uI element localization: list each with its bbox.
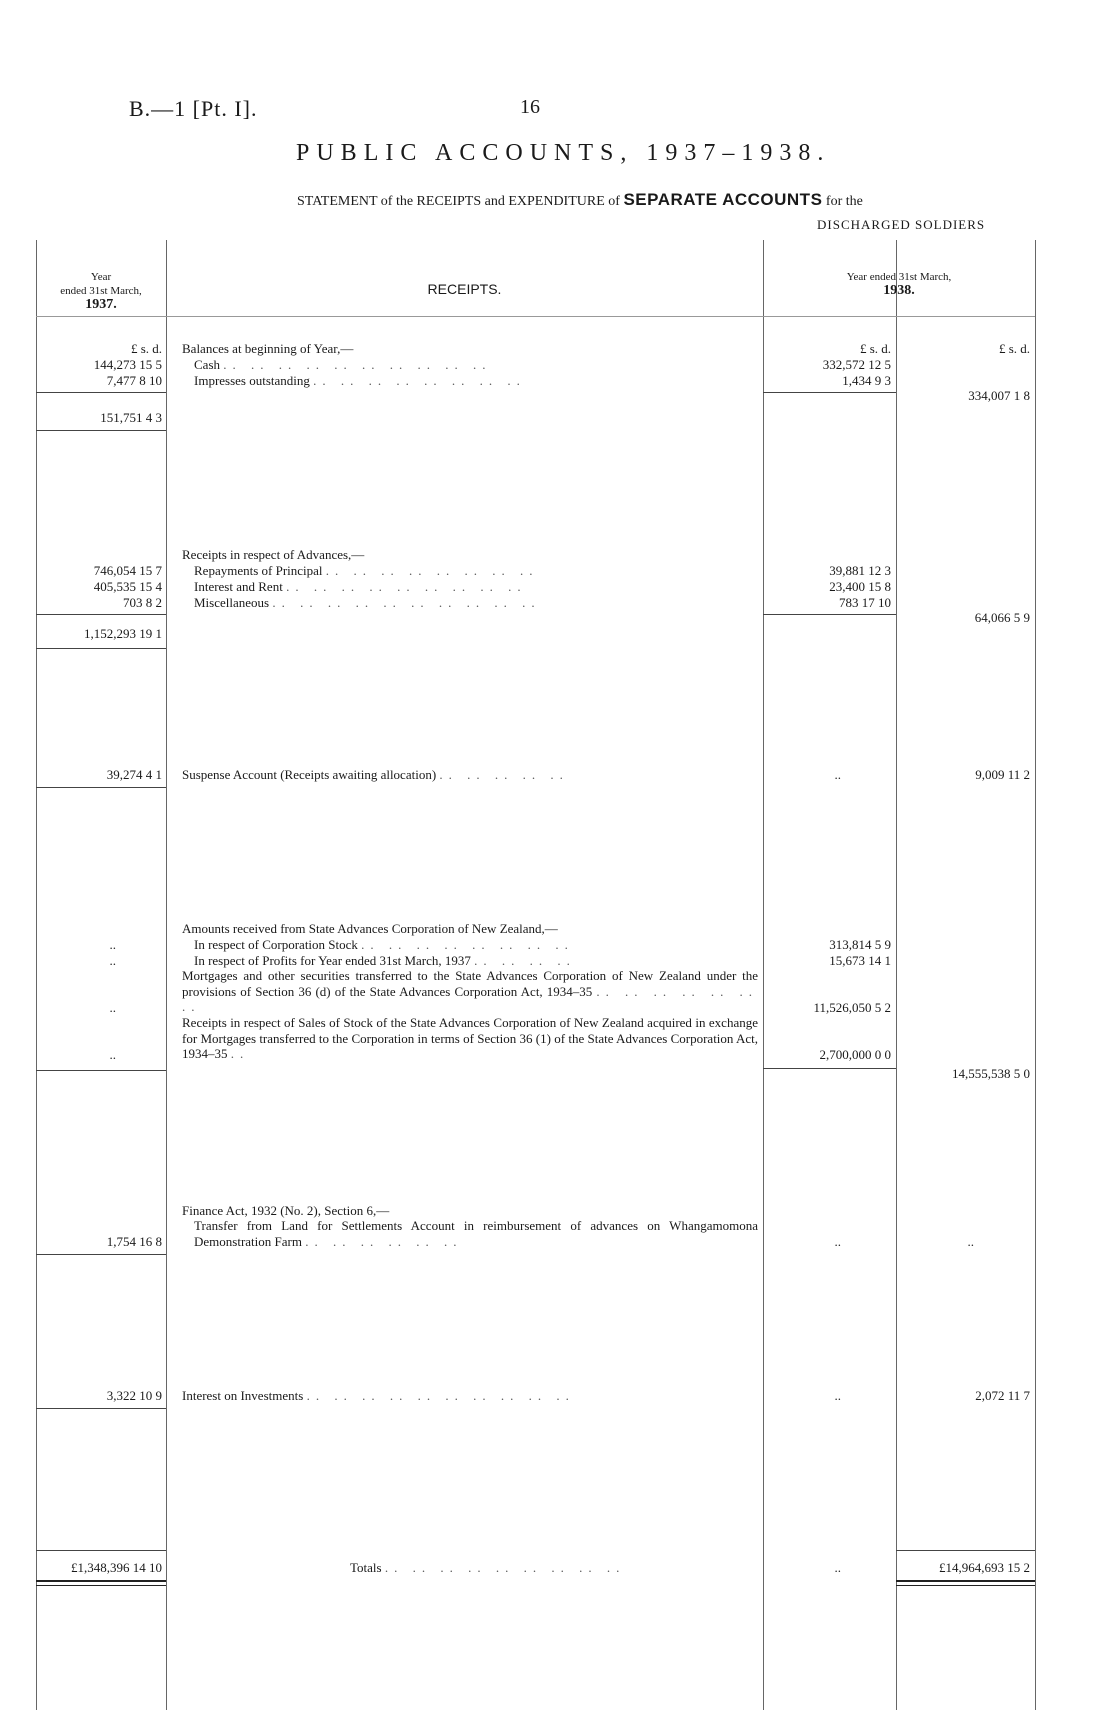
unit-prev: £ s. d. <box>130 341 162 356</box>
interest-investments-prev: 3,322 10 9 <box>106 1388 162 1403</box>
subtotal-rule <box>36 430 166 431</box>
advances-principal-prev: 746,054 15 7 <box>93 563 162 578</box>
advances-principal-detail: 39,881 12 3 <box>829 563 891 578</box>
leader-dots: .. .. .. .. .. .. .. .. .. .. <box>223 357 492 372</box>
balances-imprests-detail: 1,434 9 3 <box>842 373 891 388</box>
interest-investments-label: Interest on Investments <box>182 1388 304 1403</box>
column-rule-left <box>36 240 37 1710</box>
heading-rule <box>36 316 1035 317</box>
list-item <box>182 767 569 782</box>
receipts-heading: RECEIPTS. <box>427 281 502 297</box>
column-rule-desc <box>763 240 764 1710</box>
subtotal-rule <box>763 392 896 393</box>
page-number: 16 <box>520 96 540 118</box>
subtotal-rule <box>36 648 166 649</box>
list-item <box>194 937 574 952</box>
totals-cur-total: £14,964,693 15 2 <box>939 1560 1030 1575</box>
advances-misc-detail: 783 17 10 <box>839 595 891 610</box>
advances-interest-prev: 405,535 15 4 <box>93 579 162 594</box>
leader-dots: .. .. .. .. .. .. .. <box>182 983 759 1014</box>
suspense-detail: .. <box>834 767 841 782</box>
list-item <box>194 563 539 578</box>
balances-cash-label: Cash <box>194 357 220 372</box>
page-title: PUBLIC ACCOUNTS, 1937–1938. <box>296 140 831 166</box>
leader-dots: .. .. .. .. <box>474 953 576 968</box>
totals-label: Totals <box>350 1560 382 1575</box>
leader-dots: .. <box>230 1046 250 1061</box>
cur-year-ended: Year ended 31st March, <box>846 271 952 283</box>
profits-detail: 15,673 14 1 <box>829 953 891 968</box>
advances-cur-total: 64,066 5 9 <box>974 610 1030 625</box>
suspense-label: Suspense Account (Receipts awaiting allocation) <box>182 767 437 782</box>
corporation-stock-prev: .. <box>109 937 116 952</box>
sales-prev: .. <box>109 1047 116 1062</box>
prev-year-ended: ended 31st March, <box>60 285 142 297</box>
balances-heading: Balances at beginning of Year,— <box>182 341 354 356</box>
sales-label: Receipts in respect of Sales of Stock of the State Advances Corporation of New Zealand acquired in exchange for Mortgages transferred to the Corporation in terms of Section 36 (1) of the State Advances Corporation Act, 1934–35 <box>182 1015 758 1061</box>
advances-misc-label: Miscellaneous <box>194 595 270 610</box>
list-item <box>194 953 576 968</box>
column-rule-detail <box>896 240 897 1710</box>
subtitle-bold: SEPARATE ACCOUNTS <box>623 190 823 209</box>
subtotal-rule <box>36 1408 166 1409</box>
list-item <box>194 595 541 610</box>
subtotal-rule <box>763 614 896 615</box>
balances-cash-prev: 144,273 15 5 <box>93 357 162 372</box>
finance-act-detail: .. <box>834 1234 841 1249</box>
prev-year-heading <box>36 270 166 312</box>
finance-act-prev: 1,754 16 8 <box>106 1234 162 1249</box>
corporation-stock-label: In respect of Corporation Stock <box>194 937 358 952</box>
unit-detail: £ s. d. <box>859 341 891 356</box>
profits-prev: .. <box>109 953 116 968</box>
subtitle-pre: STATEMENT of the RECEIPTS and EXPENDITURE of <box>297 194 620 209</box>
balances-imprests-prev: 7,477 8 10 <box>106 373 162 388</box>
document-reference: B.—1 [Pt. I]. <box>129 96 258 121</box>
balances-prev-total: 151,751 4 3 <box>100 410 162 425</box>
suspense-prev: 39,274 4 1 <box>106 767 162 782</box>
totals-rule-top <box>36 1550 166 1551</box>
prev-year-year: 1937. <box>85 297 117 312</box>
subtotal-rule <box>36 1070 166 1071</box>
finance-act-text <box>194 1218 758 1249</box>
leader-dots: .. .. .. .. .. .. <box>305 1233 463 1249</box>
subtotal-rule <box>36 392 166 393</box>
profits-label: In respect of Profits for Year ended 31st March, 1937 <box>194 953 471 968</box>
mortgages-detail: 11,526,050 5 2 <box>813 1000 891 1015</box>
state-advances-heading: Amounts received from State Advances Corporation of New Zealand,— <box>182 921 558 936</box>
leader-dots: .. .. .. .. .. .. .. .. <box>313 373 526 388</box>
statement-subtitle <box>297 190 863 210</box>
advances-heading: Receipts in respect of Advances,— <box>182 547 365 562</box>
mortgages-prev: .. <box>109 1000 116 1015</box>
mortgages-transferred-text <box>182 968 758 1015</box>
finance-act-heading: Finance Act, 1932 (No. 2), Section 6,— <box>182 1203 390 1218</box>
balances-cur-total: 334,007 1 8 <box>968 388 1030 403</box>
advances-interest-label: Interest and Rent <box>194 579 283 594</box>
finance-act-cur-total: .. <box>967 1234 974 1249</box>
balances-cash-detail: 332,572 12 5 <box>822 357 891 372</box>
leader-dots: .. .. .. .. .. <box>439 767 569 782</box>
column-rule-prev <box>166 240 167 1710</box>
leader-dots: .. .. .. .. .. .. .. .. .. .. <box>272 595 541 610</box>
balances-imprests-label: Impresses outstanding <box>194 373 310 388</box>
list-item <box>194 373 526 388</box>
totals-prev: £1,348,396 14 10 <box>71 1560 162 1575</box>
advances-principal-label: Repayments of Principal <box>194 563 323 578</box>
sales-detail: 2,700,000 0 0 <box>819 1047 891 1062</box>
suspense-cur-total: 9,009 11 2 <box>975 767 1030 782</box>
advances-prev-total: 1,152,293 19 1 <box>84 626 162 641</box>
advances-misc-prev: 703 8 2 <box>123 595 162 610</box>
finance-act-label: Transfer from Land for Settlements Account in reimbursement of advances on Whangamomona Demonstration Farm <box>194 1218 758 1249</box>
subtotal-rule <box>36 1254 166 1255</box>
list-item <box>194 357 492 372</box>
totals-rule-double <box>896 1585 1035 1586</box>
subtotal-rule <box>763 1068 896 1069</box>
state-advances-cur-total: 14,555,538 5 0 <box>952 1066 1030 1081</box>
list-item <box>350 1560 625 1575</box>
list-item <box>194 579 527 594</box>
subtotal-rule <box>36 787 166 788</box>
advances-interest-detail: 23,400 15 8 <box>829 579 891 594</box>
cur-year-heading <box>763 270 1035 298</box>
cur-year-year: 1938. <box>883 283 915 298</box>
column-rule-right <box>1035 240 1036 1710</box>
list-item <box>182 1388 575 1403</box>
corporation-stock-detail: 313,814 5 9 <box>829 937 891 952</box>
leader-dots: .. .. .. .. .. .. .. .. .. <box>286 579 527 594</box>
totals-rule-double <box>36 1580 166 1582</box>
subtitle-post: for the <box>825 194 863 209</box>
interest-investments-detail: .. <box>834 1388 841 1403</box>
subtotal-rule <box>36 614 166 615</box>
unit-total: £ s. d. <box>998 341 1030 356</box>
prev-year-label: Year <box>90 271 112 283</box>
leader-dots: .. .. .. .. .. .. .. .. <box>361 937 574 952</box>
mortgages-label: Mortgages and other securities transferred to the State Advances Corporation of New Zealand under the provisions of Section 36 (d) of the State Advances Corporation Act, 1934–35 <box>182 968 758 999</box>
leader-dots: .. .. .. .. .. .. .. .. <box>325 563 539 578</box>
leader-dots: .. .. .. .. .. .. .. .. .. .. <box>306 1388 575 1403</box>
totals-rule-double <box>36 1585 166 1586</box>
sales-of-stock-text <box>182 1015 758 1062</box>
interest-investments-cur-total: 2,072 11 7 <box>975 1388 1030 1403</box>
totals-detail: .. <box>834 1560 841 1575</box>
totals-rule-double <box>896 1580 1035 1582</box>
account-name: DISCHARGED SOLDIERS <box>817 217 986 232</box>
leader-dots: .. .. .. .. .. .. .. .. .. <box>384 1560 626 1575</box>
totals-rule-top <box>896 1550 1035 1551</box>
